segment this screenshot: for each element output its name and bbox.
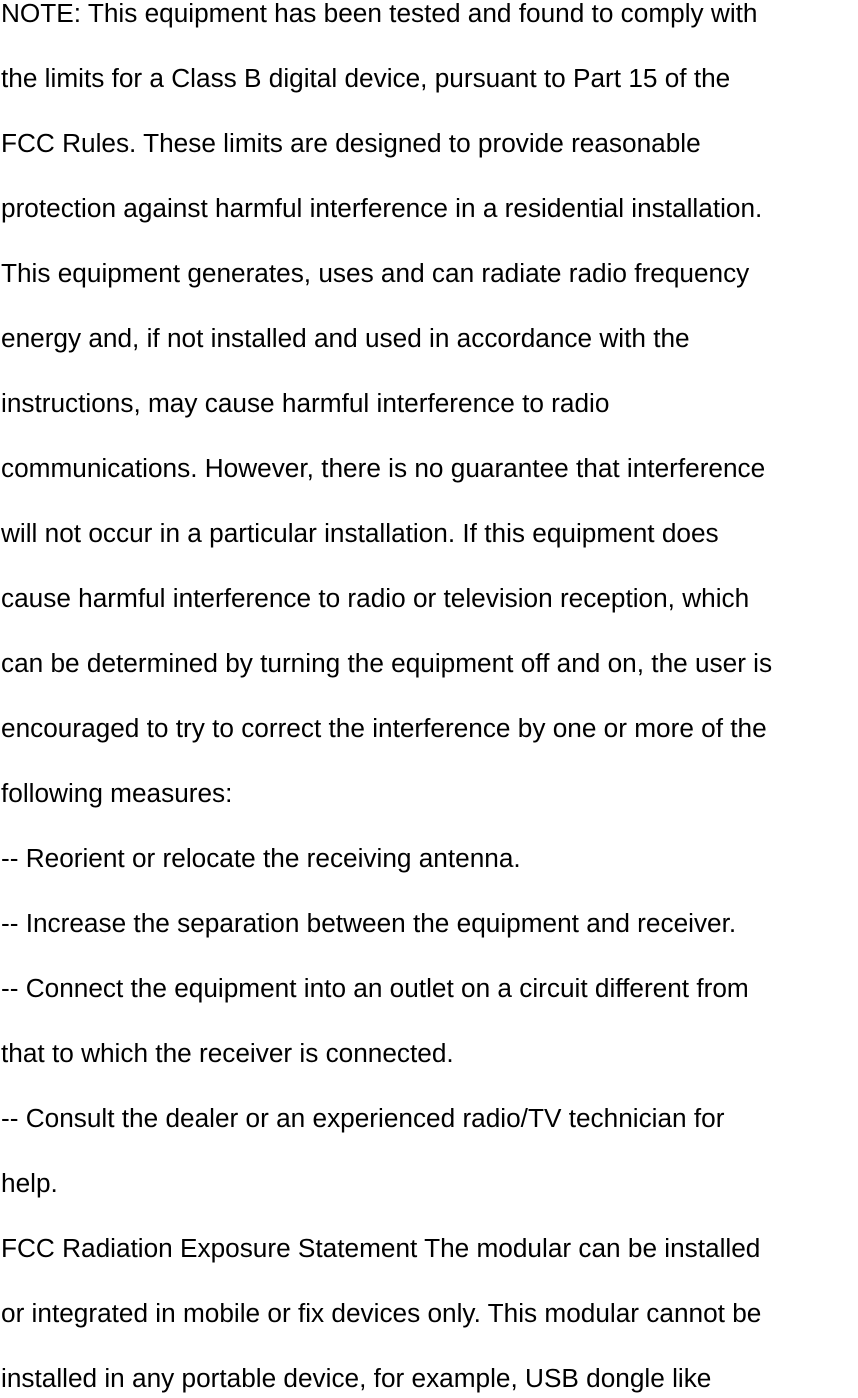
text-line: -- Reorient or relocate the receiving antenna. — [1, 843, 521, 873]
text-line: cause harmful interference to radio or television reception, which — [1, 583, 750, 613]
text-line: -- Consult the dealer or an experienced radio/TV technician for — [1, 1103, 725, 1133]
text-line: NOTE: This equipment has been tested and found to comply with — [1, 0, 758, 28]
text-line: -- Connect the equipment into an outlet on a circuit different from — [1, 973, 749, 1003]
text-line: installed in any portable device, for example, USB dongle like — [1, 1363, 712, 1393]
text-line: the limits for a Class B digital device, pursuant to Part 15 of the — [1, 63, 731, 93]
text-line: that to which the receiver is connected. — [1, 1038, 454, 1068]
text-line: or integrated in mobile or fix devices only. This modular cannot be — [1, 1298, 762, 1328]
text-line: -- Increase the separation between the equipment and receiver. — [1, 908, 737, 938]
text-line: encouraged to try to correct the interference by one or more of the — [1, 713, 767, 743]
text-line: energy and, if not installed and used in accordance with the — [1, 323, 690, 353]
text-line: protection against harmful interference in a residential installation. — [1, 193, 763, 223]
text-line: FCC Radiation Exposure Statement The modular can be installed — [1, 1233, 761, 1263]
text-line: can be determined by turning the equipment off and on, the user is — [1, 648, 773, 678]
text-line: This equipment generates, uses and can radiate radio frequency — [1, 258, 750, 288]
text-line: FCC Rules. These limits are designed to provide reasonable — [1, 128, 701, 158]
text-line: will not occur in a particular installation. If this equipment does — [1, 518, 719, 548]
text-line: communications. However, there is no guarantee that interference — [1, 453, 766, 483]
text-line: following measures: — [1, 778, 233, 808]
text-line: instructions, may cause harmful interference to radio — [1, 388, 610, 418]
text-line: help. — [1, 1168, 58, 1198]
